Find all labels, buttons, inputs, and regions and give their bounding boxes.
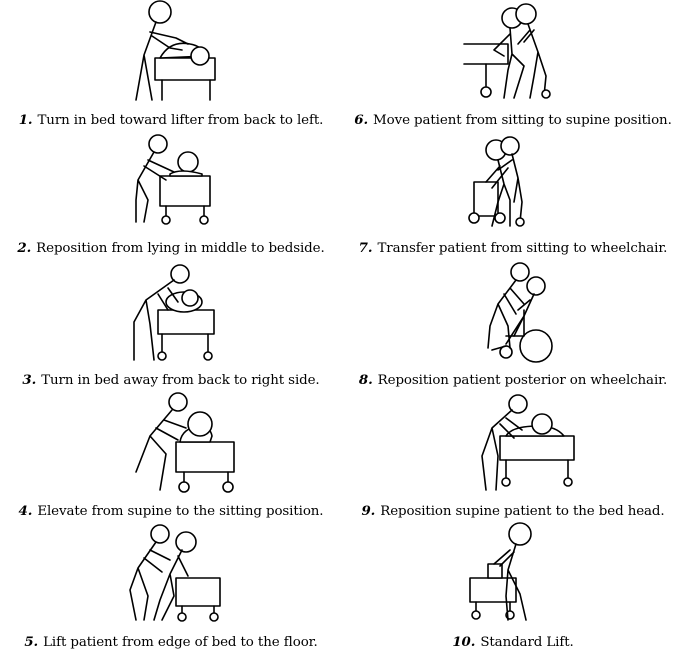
caption-number: 8. (358, 372, 373, 388)
illustration-3 (0, 260, 342, 370)
illustration-2 (0, 130, 342, 240)
caption-text: Lift patient from edge of bed to the floor. (43, 635, 318, 650)
caption-text: Elevate from supine to the sitting position. (37, 504, 324, 519)
illustration-5 (0, 520, 342, 632)
caption-number: 7. (358, 240, 373, 256)
panel-2 (0, 130, 342, 260)
caption-text: Reposition from lying in middle to bedside. (36, 241, 325, 256)
caption-number: 2. (17, 240, 32, 256)
caption-number: 1. (18, 112, 33, 128)
caption-text: Turn in bed toward lifter from back to left. (37, 113, 324, 128)
illustration-7 (342, 130, 684, 240)
caption-number: 4. (18, 503, 33, 519)
illustration-9 (342, 390, 684, 502)
panel-8 (342, 260, 684, 390)
illustration-1 (0, 0, 342, 110)
panel-9 (342, 390, 684, 520)
caption-text: Transfer patient from sitting to wheelchair. (377, 241, 668, 256)
panel-6 (342, 0, 684, 130)
panel-7 (342, 130, 684, 260)
caption-number: 6. (354, 112, 369, 128)
caption-text: Reposition patient posterior on wheelchair. (377, 373, 668, 388)
caption-number: 10. (452, 634, 476, 650)
illustration-10 (342, 520, 684, 632)
panel-4 (0, 390, 342, 520)
panel-5 (0, 520, 342, 650)
caption-number: 3. (22, 372, 37, 388)
illustration-6 (342, 0, 684, 110)
caption-text: Turn in bed away from back to right side. (41, 373, 320, 388)
caption-number: 5. (24, 634, 39, 650)
caption-number: 9. (361, 503, 376, 519)
illustration-8 (342, 260, 684, 370)
caption-text: Reposition supine patient to the bed head. (380, 504, 665, 519)
caption-text: Move patient from sitting to supine position. (373, 113, 672, 128)
panel-1 (0, 0, 342, 130)
panel-10 (342, 520, 684, 650)
illustration-4 (0, 390, 342, 502)
caption-text: Standard Lift. (480, 635, 574, 650)
panel-3 (0, 260, 342, 390)
